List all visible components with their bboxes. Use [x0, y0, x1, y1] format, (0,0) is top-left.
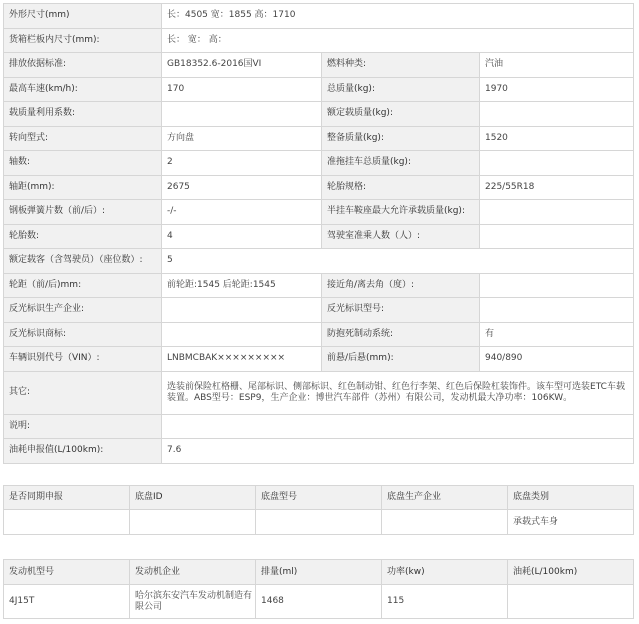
engine-cell: 1468 [256, 585, 382, 619]
overhang-value: 940/890 [480, 347, 634, 372]
axles-value: 2 [162, 151, 322, 176]
reflect-model-label: 反光标识型号: [322, 298, 480, 323]
chassis-cell: 承载式车身 [508, 510, 634, 535]
chassis-cell [382, 510, 508, 535]
engine-table [3, 559, 634, 619]
tire-count-label: 轮胎数: [4, 224, 162, 249]
reflect-brand-value [162, 322, 322, 347]
cargo-value: 长： 宽： 高： [162, 28, 634, 53]
wheelbase-value: 2675 [162, 175, 322, 200]
abs-label: 防抱死制动系统: [322, 322, 480, 347]
tire-label: 轮胎规格: [322, 175, 480, 200]
fuel-consumption-label: 油耗申报值(L/100km): [4, 439, 162, 464]
saddle-label: 半挂车鞍座最大允许承载质量(kg): [322, 200, 480, 225]
vehicle-spec-sheet [3, 3, 633, 620]
reflect-brand-label: 反光标识商标: [4, 322, 162, 347]
engine-cell: 4J15T [4, 585, 130, 619]
wheelbase-label: 轴距(mm): [4, 175, 162, 200]
spec-row-remark [4, 414, 634, 439]
tire-value: 225/55R18 [480, 175, 634, 200]
engine-header-cell: 功率(kw) [382, 560, 508, 585]
remark-label: 说明: [4, 414, 162, 439]
tire-count-value: 4 [162, 224, 322, 249]
emission-label: 排放依据标准: [4, 53, 162, 78]
chassis-cell [130, 510, 256, 535]
trailer-label: 准拖挂车总质量(kg): [322, 151, 480, 176]
chassis-header-cell: 底盘型号 [256, 486, 382, 510]
other-value: 选装前保险杠格栅、尾部标识、侧部标识、红色制动钳、红色行李架、红色后保险杠装饰件。该车型可选装ETC车载装置。ABS型号：ESP9，生产企业：博世汽车部件（苏州）有限公司，发动机最大净功率：106KW。 [162, 371, 634, 414]
chassis-header-row [4, 486, 634, 510]
other-label: 其它: [4, 371, 162, 414]
spring-value: -/- [162, 200, 322, 225]
load-util-value [162, 102, 322, 127]
vin-value: LNBMCBAK××××××××× [162, 347, 322, 372]
track-value: 前轮距:1545 后轮距:1545 [162, 273, 322, 298]
top-speed-value: 170 [162, 77, 322, 102]
spec-row-speed [4, 77, 634, 102]
top-speed-label: 最高车速(km/h): [4, 77, 162, 102]
spec-row-reflect-co [4, 298, 634, 323]
spec-table [3, 3, 634, 464]
spec-row-wheelbase [4, 175, 634, 200]
curb-mass-label: 整备质量(kg): [322, 126, 480, 151]
engine-header-cell: 排量(ml) [256, 560, 382, 585]
remark-value [162, 414, 634, 439]
spec-row-steering [4, 126, 634, 151]
track-label: 轮距（前/后)mm: [4, 273, 162, 298]
chassis-table [3, 485, 634, 535]
chassis-header-cell: 底盘ID [130, 486, 256, 510]
chassis-header-cell: 是否同期申报 [4, 486, 130, 510]
spec-row-load [4, 102, 634, 127]
spec-row-cargo [4, 28, 634, 53]
saddle-value [480, 200, 634, 225]
spec-row-other [4, 371, 634, 414]
spec-row-seats [4, 249, 634, 274]
spec-row-tire-count [4, 224, 634, 249]
vin-label: 车辆识别代号（VIN）: [4, 347, 162, 372]
spec-row-fuel-consumption [4, 439, 634, 464]
seats-value: 5 [162, 249, 634, 274]
engine-cell: 115 [382, 585, 508, 619]
engine-header-cell: 油耗(L/100km) [508, 560, 634, 585]
chassis-header-cell: 底盘生产企业 [382, 486, 508, 510]
spec-row-spring [4, 200, 634, 225]
reflect-co-label: 反光标识生产企业: [4, 298, 162, 323]
curb-mass-value: 1520 [480, 126, 634, 151]
engine-header-row [4, 560, 634, 585]
rated-load-label: 额定载质量(kg): [322, 102, 480, 127]
dimensions-value: 长：4505 宽：1855 高：1710 [162, 4, 634, 29]
engine-header-cell: 发动机型号 [4, 560, 130, 585]
chassis-cell [256, 510, 382, 535]
cab-value [480, 224, 634, 249]
axles-label: 轴数: [4, 151, 162, 176]
spec-row-reflect-brand [4, 322, 634, 347]
spec-row-axles [4, 151, 634, 176]
angle-value [480, 273, 634, 298]
seats-label: 额定载客（含驾驶员）（座位数）: [4, 249, 162, 274]
load-util-label: 载质量利用系数: [4, 102, 162, 127]
cab-label: 驾驶室准乘人数（人）: [322, 224, 480, 249]
spring-label: 钢板弹簧片数（前/后）: [4, 200, 162, 225]
steering-value: 方向盘 [162, 126, 322, 151]
emission-value: GB18352.6-2016国VI [162, 53, 322, 78]
chassis-data-row [4, 510, 634, 535]
angle-label: 接近角/离去角（度）: [322, 273, 480, 298]
fuel-value: 汽油 [480, 53, 634, 78]
dimensions-label: 外形尺寸(mm) [4, 4, 162, 29]
chassis-header-cell: 底盘类别 [508, 486, 634, 510]
abs-value: 有 [480, 322, 634, 347]
fuel-consumption-value: 7.6 [162, 439, 634, 464]
total-mass-label: 总质量(kg): [322, 77, 480, 102]
engine-header-cell: 发动机企业 [130, 560, 256, 585]
trailer-value [480, 151, 634, 176]
steering-label: 转向型式: [4, 126, 162, 151]
reflect-model-value [480, 298, 634, 323]
fuel-label: 燃料种类: [322, 53, 480, 78]
overhang-label: 前悬/后悬(mm): [322, 347, 480, 372]
spec-row-emission [4, 53, 634, 78]
cargo-label: 货箱栏板内尺寸(mm): [4, 28, 162, 53]
total-mass-value: 1970 [480, 77, 634, 102]
rated-load-value [480, 102, 634, 127]
engine-cell: 哈尔滨东安汽车发动机制造有限公司 [130, 585, 256, 619]
reflect-co-value [162, 298, 322, 323]
spec-row-dimensions [4, 4, 634, 29]
engine-data-row [4, 585, 634, 619]
spec-row-track [4, 273, 634, 298]
spec-row-vin [4, 347, 634, 372]
engine-cell [508, 585, 634, 619]
chassis-cell [4, 510, 130, 535]
